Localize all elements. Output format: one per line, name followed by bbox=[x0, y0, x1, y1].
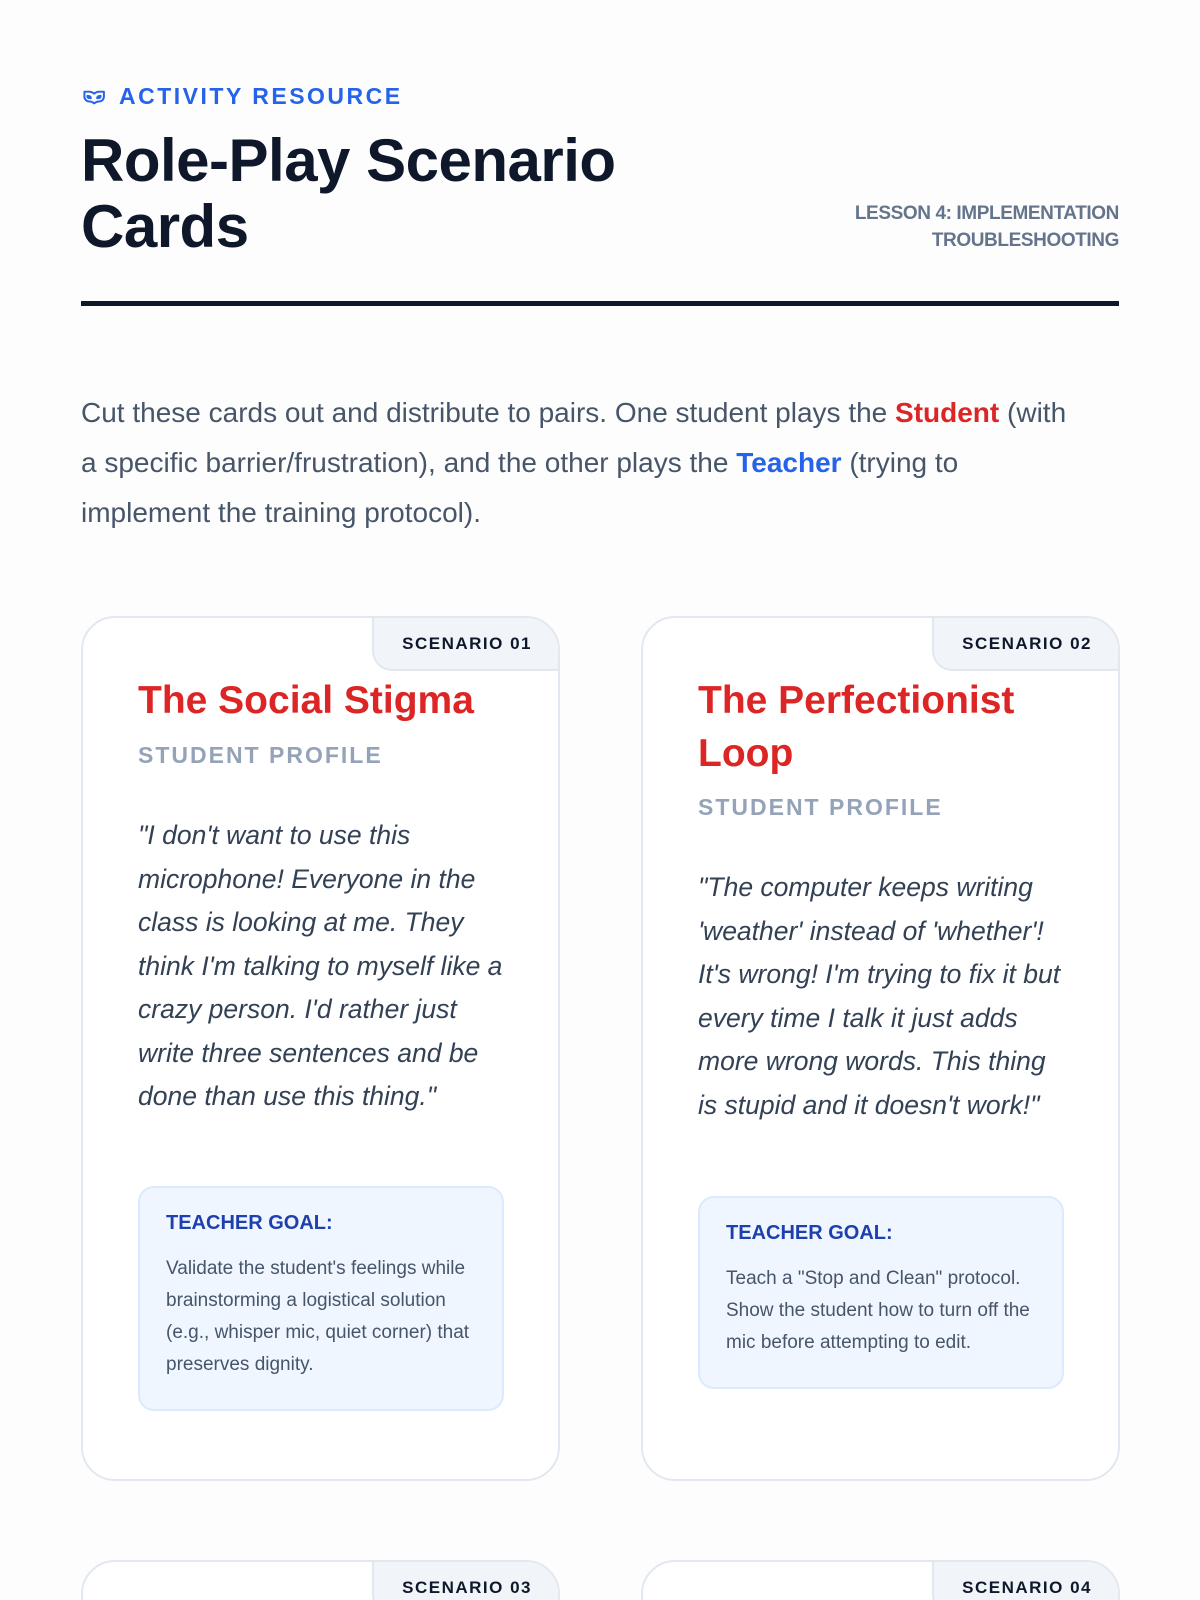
card-title: The Perfectionist Loop bbox=[698, 679, 1015, 775]
eyebrow bbox=[81, 83, 403, 110]
intro-teacher-role: Teacher bbox=[736, 447, 842, 478]
scenario-card bbox=[641, 616, 1120, 1481]
lesson-label bbox=[819, 200, 1119, 254]
page-title: Role-Play Scenario Cards bbox=[81, 127, 616, 260]
teacher-goal-text: Validate the student's feelings while brainstorming a logistical solution (e.g., whisper mic, quiet corner) that preserves dignity. bbox=[166, 1258, 470, 1375]
student-profile-label: STUDENT PROFILE bbox=[698, 794, 943, 820]
teacher-goal-box bbox=[138, 1186, 504, 1411]
student-quote: "The computer keeps writing 'weather' instead of 'whether'! It's wrong! I'm trying to fix it but every time I talk it just adds more wrong words. This thing is stupid and it doesn't work!" bbox=[698, 872, 1061, 1120]
scenario-card bbox=[81, 1560, 560, 1600]
intro-student-role: Student bbox=[895, 397, 1000, 428]
eyebrow-label: ACTIVITY RESOURCE bbox=[119, 83, 403, 109]
student-quote: "I don't want to use this microphone! Everyone in the class is looking at me. They think I'm talking to myself like a crazy person. I'd rather just write three sentences and be done than use this thing." bbox=[138, 820, 503, 1111]
intro-text-1: Cut these cards out and distribute to pairs. One student plays the bbox=[81, 397, 896, 428]
scenario-card bbox=[81, 616, 560, 1481]
lesson-line-1: LESSON 4: IMPLEMENTATION bbox=[854, 203, 1119, 224]
teacher-goal-label: TEACHER GOAL: bbox=[166, 1212, 333, 1234]
teacher-goal-box bbox=[698, 1196, 1064, 1389]
scenario-card bbox=[641, 1560, 1120, 1600]
student-profile-label: STUDENT PROFILE bbox=[138, 742, 383, 768]
teacher-goal-label: TEACHER GOAL: bbox=[726, 1222, 893, 1244]
scenario-tag: SCENARIO 01 bbox=[372, 618, 558, 671]
scenario-tag: SCENARIO 04 bbox=[932, 1562, 1118, 1600]
lesson-line-2: TROUBLESHOOTING bbox=[931, 230, 1119, 251]
card-title: The Social Stigma bbox=[138, 679, 474, 722]
intro-text-3: (trying to implement the training protocol). bbox=[81, 447, 959, 528]
intro-paragraph bbox=[81, 388, 1081, 538]
header bbox=[81, 0, 1119, 306]
teacher-goal-text: Teach a "Stop and Clean" protocol. Show the student how to turn off the mic before attempting to edit. bbox=[726, 1268, 1030, 1353]
scenario-tag: SCENARIO 03 bbox=[372, 1562, 558, 1600]
scenario-tag: SCENARIO 02 bbox=[932, 618, 1118, 671]
intro-text-2: (with a specific barrier/frustration), and the other plays the bbox=[81, 397, 1067, 478]
theater-masks-icon bbox=[81, 84, 107, 110]
